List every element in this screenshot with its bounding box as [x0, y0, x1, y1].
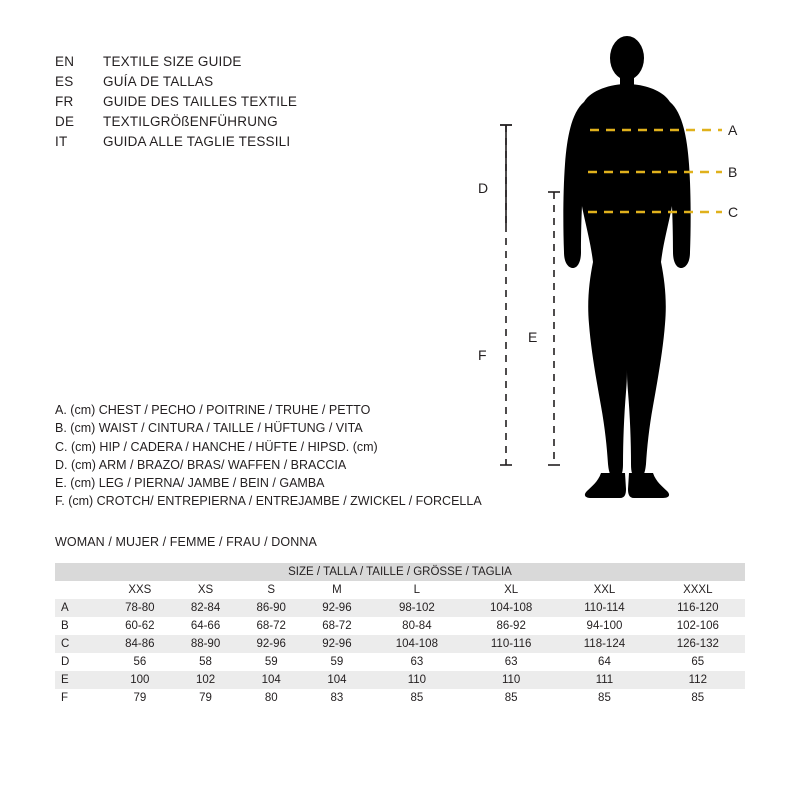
- cell-f-s: 80: [238, 689, 304, 707]
- row-label-f: F: [55, 689, 107, 707]
- row-label-b: B: [55, 617, 107, 635]
- cell-b-xs: 64-66: [173, 617, 239, 635]
- cell-e-m: 104: [304, 671, 370, 689]
- cell-c-xs: 88-90: [173, 635, 239, 653]
- title-text-en: TEXTILE SIZE GUIDE: [103, 54, 242, 69]
- cell-d-s: 59: [238, 653, 304, 671]
- cell-e-s: 104: [238, 671, 304, 689]
- title-row: [55, 132, 485, 152]
- body-diagram: [460, 30, 780, 500]
- cell-c-xxs: 84-86: [107, 635, 173, 653]
- cell-a-xxxl: 116-120: [651, 599, 745, 617]
- column-header-xxxl: XXXL: [651, 581, 745, 599]
- column-header-m: M: [304, 581, 370, 599]
- title-row: [55, 52, 485, 72]
- table-band-label: SIZE / TALLA / TAILLE / GRÖSSE / TAGLIA: [55, 563, 745, 581]
- measurement-legend: [55, 401, 525, 511]
- column-header-xxl: XXL: [558, 581, 650, 599]
- table-band-row: [55, 563, 745, 581]
- cell-b-xxxl: 102-106: [651, 617, 745, 635]
- cell-c-s: 92-96: [238, 635, 304, 653]
- marker-label-d: D: [478, 180, 489, 196]
- table-row: [55, 653, 745, 671]
- column-header-xxs: XXS: [107, 581, 173, 599]
- title-lang-fr: FR: [55, 94, 74, 109]
- cell-f-xxs: 79: [107, 689, 173, 707]
- cell-a-xl: 104-108: [464, 599, 558, 617]
- title-text-fr: GUIDE DES TAILLES TEXTILE: [103, 94, 298, 109]
- title-lang-es: ES: [55, 74, 74, 89]
- cell-a-s: 86-90: [238, 599, 304, 617]
- table-row: [55, 635, 745, 653]
- cell-f-m: 83: [304, 689, 370, 707]
- cell-f-xl: 85: [464, 689, 558, 707]
- legend-item-c: C. (cm) HIP / CADERA / HANCHE / HÜFTE / HIPSD. (cm): [55, 439, 378, 454]
- table-row: [55, 599, 745, 617]
- row-label-a: A: [55, 599, 107, 617]
- cell-b-xxs: 60-62: [107, 617, 173, 635]
- table-row: [55, 689, 745, 707]
- column-header-blank: [55, 581, 107, 599]
- cell-b-xl: 86-92: [464, 617, 558, 635]
- column-header-xl: XL: [464, 581, 558, 599]
- title-lang-en: EN: [55, 54, 75, 69]
- row-label-e: E: [55, 671, 107, 689]
- column-header-s: S: [238, 581, 304, 599]
- cell-f-l: 85: [370, 689, 464, 707]
- cell-a-xxs: 78-80: [107, 599, 173, 617]
- cell-d-l: 63: [370, 653, 464, 671]
- title-row: [55, 72, 485, 92]
- cell-e-l: 110: [370, 671, 464, 689]
- cell-d-xl: 63: [464, 653, 558, 671]
- legend-item-a: A. (cm) CHEST / PECHO / POITRINE / TRUHE / PETTO: [55, 403, 371, 417]
- title-lang-it: IT: [55, 134, 68, 149]
- legend-item-e: E. (cm) LEG / PIERNA/ JAMBE / BEIN / GAMBA: [55, 476, 325, 491]
- title-row: [55, 92, 485, 112]
- vertical-guides: [500, 125, 560, 465]
- title-lang-de: DE: [55, 114, 75, 129]
- cell-a-m: 92-96: [304, 599, 370, 617]
- row-label-d: D: [55, 653, 107, 671]
- cell-f-xxxl: 85: [651, 689, 745, 707]
- cell-d-m: 59: [304, 653, 370, 671]
- title-text-it: GUIDA ALLE TAGLIE TESSILI: [103, 134, 291, 149]
- legend-item-f: F. (cm) CROTCH/ ENTREPIERNA / ENTREJAMBE / ZWICKEL / FORCELLA: [55, 494, 482, 509]
- cell-a-l: 98-102: [370, 599, 464, 617]
- legend-item-b: B. (cm) WAIST / CINTURA / TAILLE / HÜFTUNG / VITA: [55, 421, 363, 436]
- cell-e-xxl: 111: [558, 671, 650, 689]
- cell-d-xxxl: 65: [651, 653, 745, 671]
- cell-b-s: 68-72: [238, 617, 304, 635]
- marker-label-e: E: [528, 329, 538, 345]
- cell-a-xs: 82-84: [173, 599, 239, 617]
- gender-label: WOMAN / MUJER / FEMME / FRAU / DONNA: [55, 535, 317, 549]
- cell-a-xxl: 110-114: [558, 599, 650, 617]
- cell-e-xl: 110: [464, 671, 558, 689]
- table-row: [55, 617, 745, 635]
- title-row: [55, 112, 485, 132]
- cell-b-m: 68-72: [304, 617, 370, 635]
- cell-b-l: 80-84: [370, 617, 464, 635]
- cell-e-xxxl: 112: [651, 671, 745, 689]
- column-header-l: L: [370, 581, 464, 599]
- marker-label-a: A: [728, 122, 738, 138]
- table-header-row: [55, 581, 745, 599]
- cell-c-l: 104-108: [370, 635, 464, 653]
- table-row: [55, 671, 745, 689]
- cell-c-xxl: 118-124: [558, 635, 650, 653]
- cell-d-xs: 58: [173, 653, 239, 671]
- size-table: [55, 563, 745, 707]
- legend-item-d: D. (cm) ARM / BRAZO/ BRAS/ WAFFEN / BRACCIA: [55, 457, 347, 472]
- marker-label-b: B: [728, 164, 738, 180]
- female-silhouette: [563, 36, 690, 498]
- cell-f-xs: 79: [173, 689, 239, 707]
- cell-d-xxl: 64: [558, 653, 650, 671]
- cell-e-xs: 102: [173, 671, 239, 689]
- column-header-xs: XS: [173, 581, 239, 599]
- marker-label-f: F: [478, 347, 487, 363]
- marker-label-c: C: [728, 204, 739, 220]
- cell-d-xxs: 56: [107, 653, 173, 671]
- title-text-es: GUÍA DE TALLAS: [103, 74, 214, 89]
- title-text-de: TEXTILGRÖßENFÜHRUNG: [103, 114, 278, 129]
- cell-c-m: 92-96: [304, 635, 370, 653]
- cell-c-xl: 110-116: [464, 635, 558, 653]
- row-label-c: C: [55, 635, 107, 653]
- cell-e-xxs: 100: [107, 671, 173, 689]
- cell-b-xxl: 94-100: [558, 617, 650, 635]
- cell-c-xxxl: 126-132: [651, 635, 745, 653]
- cell-f-xxl: 85: [558, 689, 650, 707]
- title-block: [55, 52, 485, 152]
